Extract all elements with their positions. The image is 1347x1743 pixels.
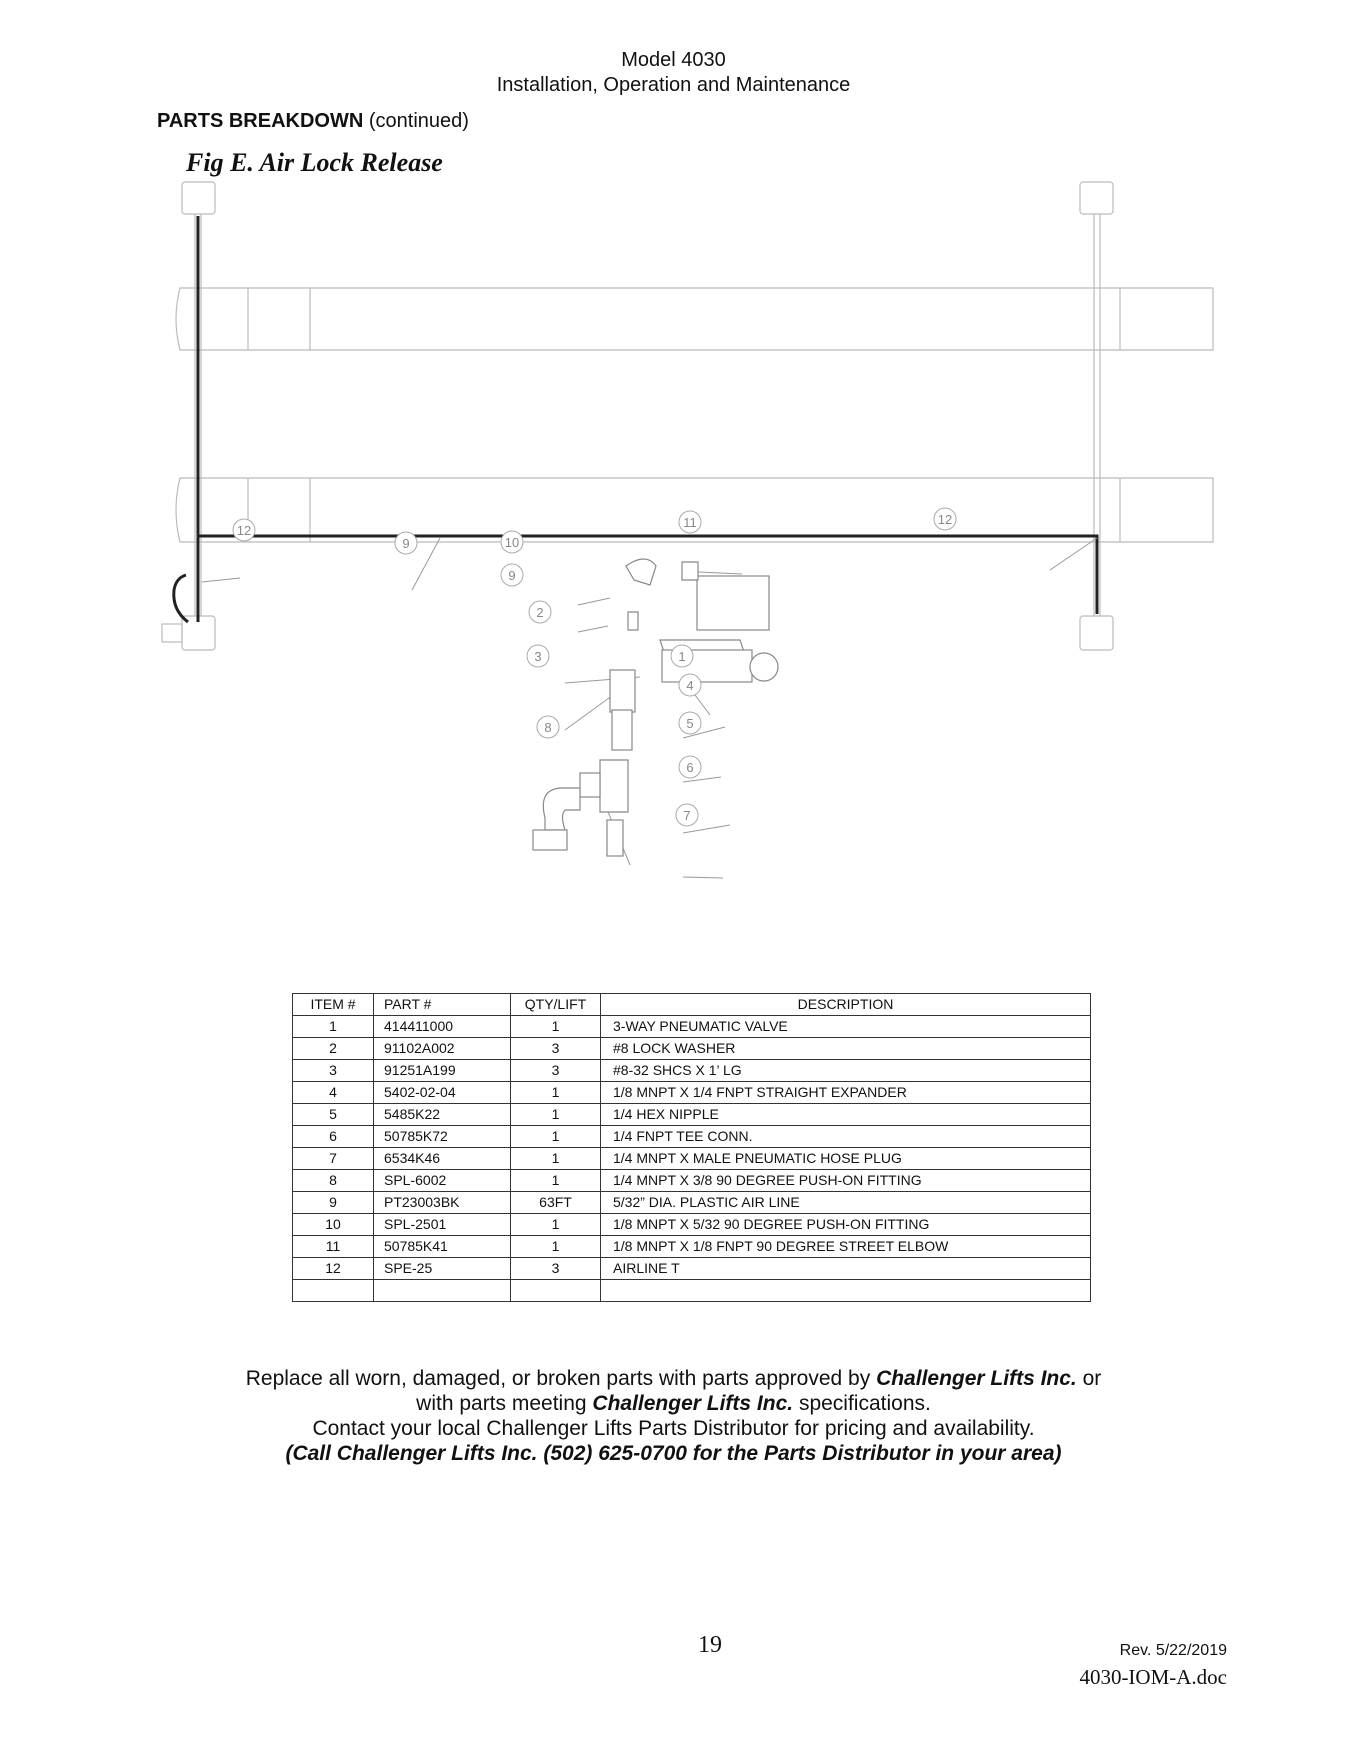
cell-part: 91102A002 [374, 1038, 511, 1060]
cell-description: 5/32” DIA. PLASTIC AIR LINE [601, 1192, 1091, 1214]
note-text: with parts meeting [416, 1392, 593, 1415]
callout-12-left: 12 [236, 523, 252, 538]
revision-date: Rev. 5/22/2019 [1119, 1642, 1227, 1659]
cell-part: 6534K46 [374, 1148, 511, 1170]
header-part: PART # [374, 994, 511, 1016]
cell-part [374, 1280, 511, 1302]
header-description: DESCRIPTION [601, 994, 1091, 1016]
cell-description: 1/8 MNPT X 1/4 FNPT STRAIGHT EXPANDER [601, 1082, 1091, 1104]
section-title: PARTS BREAKDOWN [157, 110, 364, 132]
note-line-4: (Call Challenger Lifts Inc. (502) 625-0700 for the Parts Distributor in your area) [285, 1442, 1062, 1465]
callout-4: 4 [686, 678, 694, 693]
cell-qty: 1 [511, 1170, 601, 1192]
cell-item: 8 [293, 1170, 374, 1192]
table-row [293, 1060, 1091, 1082]
cell-qty: 1 [511, 1214, 601, 1236]
cell-part: 50785K41 [374, 1236, 511, 1258]
table-row [293, 1104, 1091, 1126]
post-top-left [182, 182, 215, 214]
callout-1: 1 [678, 649, 686, 664]
cell-item: 5 [293, 1104, 374, 1126]
cell-description: 1/8 MNPT X 5/32 90 DEGREE PUSH-ON FITTING [601, 1214, 1091, 1236]
note-text: or [1076, 1367, 1102, 1390]
cell-part: 5485K22 [374, 1104, 511, 1126]
table-row [293, 1016, 1091, 1038]
note-text: specifications. [793, 1392, 931, 1415]
callout-5: 5 [686, 716, 694, 731]
cell-qty [511, 1280, 601, 1302]
note-line-1 [0, 1366, 1347, 1391]
cell-qty: 63FT [511, 1192, 601, 1214]
cell-qty: 1 [511, 1236, 601, 1258]
cell-description: 1/4 MNPT X MALE PNEUMATIC HOSE PLUG [601, 1148, 1091, 1170]
table-row [293, 1038, 1091, 1060]
cell-qty: 3 [511, 1060, 601, 1082]
cell-item: 4 [293, 1082, 374, 1104]
table-row [293, 1258, 1091, 1280]
cell-description: 1/4 FNPT TEE CONN. [601, 1126, 1091, 1148]
cell-item: 11 [293, 1236, 374, 1258]
table-row [293, 1148, 1091, 1170]
cell-description: 3-WAY PNEUMATIC VALVE [601, 1016, 1091, 1038]
section-heading [157, 110, 469, 133]
cell-qty: 1 [511, 1126, 601, 1148]
cell-description: 1/4 HEX NIPPLE [601, 1104, 1091, 1126]
hex-nipple [612, 710, 632, 750]
cell-description: AIRLINE T [601, 1258, 1091, 1280]
table-header-row [293, 994, 1091, 1016]
callout-9-line: 9 [402, 536, 410, 551]
section-suffix: (continued) [363, 110, 469, 132]
cell-part: SPE-25 [374, 1258, 511, 1280]
table-row [293, 1082, 1091, 1104]
figure-title: Fig E. Air Lock Release [186, 148, 443, 177]
header-model: Model 4030 [621, 49, 726, 71]
table-row [293, 1236, 1091, 1258]
callout-12-right: 12 [937, 512, 953, 527]
cell-qty: 1 [511, 1016, 601, 1038]
callout-9: 9 [508, 568, 516, 583]
push-on-elbow [543, 788, 580, 830]
note-text: Replace all worn, damaged, or broken parts with parts approved by [245, 1367, 877, 1390]
brand-name: Challenger Lifts Inc. [876, 1367, 1077, 1390]
cell-description: #8-32 SHCS X 1’ LG [601, 1060, 1091, 1082]
document-name: 4030-IOM-A.doc [1079, 1665, 1227, 1689]
cell-part: 91251A199 [374, 1060, 511, 1082]
cell-item: 12 [293, 1258, 374, 1280]
cell-item: 9 [293, 1192, 374, 1214]
cell-part: 5402-02-04 [374, 1082, 511, 1104]
hose-plug [607, 820, 623, 856]
tee-conn [600, 760, 628, 812]
callout-7: 7 [683, 808, 691, 823]
page-number: 19 [698, 1632, 722, 1658]
air-line [198, 216, 1097, 614]
cell-item: 1 [293, 1016, 374, 1038]
runway-top [176, 288, 1213, 350]
cell-qty: 1 [511, 1104, 601, 1126]
table-row [293, 1170, 1091, 1192]
cell-description: 1/4 MNPT X 3/8 90 DEGREE PUSH-ON FITTING [601, 1170, 1091, 1192]
callout-6: 6 [686, 760, 694, 775]
cell-part: SPL-2501 [374, 1214, 511, 1236]
cell-description: 1/8 MNPT X 1/8 FNPT 90 DEGREE STREET ELBOW [601, 1236, 1091, 1258]
cell-item: 3 [293, 1060, 374, 1082]
cell-qty: 1 [511, 1082, 601, 1104]
cell-description: #8 LOCK WASHER [601, 1038, 1091, 1060]
post-bottom-right [1080, 616, 1113, 650]
note-line-3: Contact your local Challenger Lifts Parts Distributor for pricing and availability. [312, 1417, 1035, 1440]
cell-part: SPL-6002 [374, 1170, 511, 1192]
table-row [293, 1214, 1091, 1236]
cell-part: 50785K72 [374, 1126, 511, 1148]
callout-10: 10 [504, 535, 520, 550]
callout-11: 11 [683, 515, 697, 530]
cell-part: 414411000 [374, 1016, 511, 1038]
cell-item: 6 [293, 1126, 374, 1148]
cell-qty: 3 [511, 1038, 601, 1060]
table-row [293, 1280, 1091, 1302]
table-row [293, 1192, 1091, 1214]
cell-item: 7 [293, 1148, 374, 1170]
header-item: ITEM # [293, 994, 374, 1016]
header-subtitle: Installation, Operation and Maintenance [496, 74, 851, 96]
post-top-right [1080, 182, 1113, 214]
brand-name: Challenger Lifts Inc. [592, 1392, 794, 1415]
parts-table [292, 993, 1091, 1302]
air-lock-release-diagram [150, 170, 1230, 960]
note-line-2 [0, 1391, 1347, 1416]
cell-part: PT23003BK [374, 1192, 511, 1214]
valve-mount-block [697, 576, 769, 630]
straight-expander [610, 670, 635, 712]
cell-description [601, 1280, 1091, 1302]
callout-3: 3 [534, 649, 542, 664]
cell-item: 2 [293, 1038, 374, 1060]
callout-2: 2 [536, 605, 544, 620]
cell-qty: 3 [511, 1258, 601, 1280]
cell-qty: 1 [511, 1148, 601, 1170]
table-row [293, 1126, 1091, 1148]
callout-8: 8 [544, 720, 552, 735]
header-qty: QTY/LIFT [511, 994, 601, 1016]
cell-item: 10 [293, 1214, 374, 1236]
cell-item [293, 1280, 374, 1302]
